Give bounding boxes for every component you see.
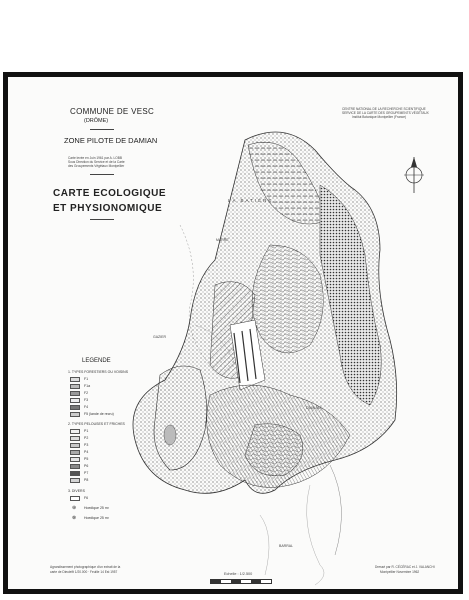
legend-item-hoedique-2: Hoedique 25 m² — [84, 516, 109, 520]
legend-swatch-f6 — [70, 496, 80, 501]
legend-item-f2: F2 — [84, 391, 89, 395]
legend-item-p8: P8 — [84, 478, 89, 482]
place-barral: BARRAL — [279, 544, 294, 548]
legend-item-p2: P2 — [84, 436, 89, 440]
legend-item-f1a: F1a — [84, 384, 91, 388]
institution-line-3: Institut Botanique Montpellier (France) — [352, 115, 407, 119]
institution-line-2: SERVICE DE LA CARTE DES GROUPEMENTS VÉGÉTAUX — [342, 111, 429, 115]
legend-swatch-f1 — [70, 377, 80, 382]
map-frame — [3, 72, 463, 594]
legend-swatch-f2 — [70, 391, 80, 396]
commune-title: COMMUNE DE VESC — [70, 107, 155, 116]
legend-swatch-p2 — [70, 436, 80, 441]
credits-line-3: des Groupements Végétaux Montpellier — [68, 164, 125, 168]
legend-item-p3: P3 — [84, 443, 89, 447]
department-label: (DRÔME) — [84, 118, 109, 124]
legend-swatch-p3 — [70, 443, 80, 448]
map-title-line-1: CARTE ECOLOGIQUE — [53, 188, 167, 199]
legend-swatch-p4 — [70, 450, 80, 455]
legend-swatch-p7 — [70, 471, 80, 476]
legend-item-p5: P5 — [84, 457, 89, 461]
map-sheet — [20, 85, 450, 581]
hoedique-symbol-icon: ⊕ — [72, 505, 77, 511]
footer-author-line-2: Montpellier Novembre 1962 — [380, 570, 420, 574]
legend-swatch-p1 — [70, 429, 80, 434]
legend-item-p7: P7 — [84, 471, 89, 475]
legend-swatch-p5 — [70, 457, 80, 462]
legend-title: LEGENDE — [82, 358, 111, 364]
legend-swatch-f3 — [70, 398, 80, 403]
footer-author-line-1: Dressé par R. CÉCÉRAC et J. VALANCHI — [375, 565, 435, 569]
legend-item-p6: P6 — [84, 464, 89, 468]
legend-item-f3: F3 — [84, 398, 89, 402]
footer-source-line-1: Agrandissement photographique d'un extrait de la — [50, 565, 121, 569]
place-damian: DAMIAN — [306, 406, 321, 410]
credits-line-2: Sous Direction du Service et de la Carte — [68, 160, 125, 164]
place-la-batiere: LA BATIÈRE — [228, 198, 274, 203]
legend-item-p1: P1 — [84, 429, 89, 433]
legend-item-f5: F5 (lande de recru) — [84, 412, 114, 416]
credits-line-1: Carte levée en Juin 1961 par A. LOBB — [68, 156, 123, 160]
legend-section-2: 2. TYPES PELOUSES ET FRICHES — [68, 422, 125, 426]
footer-source-line-2: carte de Dieulefit 1/20.000 · Feuille 14 Est 1957 — [50, 570, 118, 574]
legend-swatch-p8 — [70, 478, 80, 483]
scale-label: Echelle : 1/2.500 — [224, 572, 253, 576]
north-arrow-icon — [404, 157, 424, 193]
legend-swatch-f5 — [70, 412, 80, 417]
hoedique-symbol-2-icon: ⊗ — [72, 515, 77, 521]
legend-item-p4: P4 — [84, 450, 89, 454]
legend-swatch-f4 — [70, 405, 80, 410]
legend-section-1: 1. TYPES FORESTIERS OU VOISINS — [68, 370, 129, 374]
legend-item-f1: F1 — [84, 377, 89, 381]
legend-item-hoedique-1: Hoedique 25 m² — [84, 506, 109, 510]
legend-item-f6: F6 — [84, 496, 89, 500]
legend-section-3: 3. DIVERS — [68, 489, 85, 493]
place-marre: MARRE — [216, 238, 229, 242]
map-title-line-2: ET PHYSIONOMIQUE — [53, 203, 163, 214]
place-gazier: GAZIER — [153, 335, 167, 339]
legend-item-f4: F4 — [84, 405, 89, 409]
legend-swatch-p6 — [70, 464, 80, 469]
legend-swatch-f1a — [70, 384, 80, 389]
institution-line-1: CENTRE NATIONAL DE LA RECHERCHE SCIENTIFIQUE — [342, 107, 426, 111]
zone-title: ZONE PILOTE DE DAMIAN — [64, 136, 158, 145]
scale-bar — [210, 579, 272, 584]
